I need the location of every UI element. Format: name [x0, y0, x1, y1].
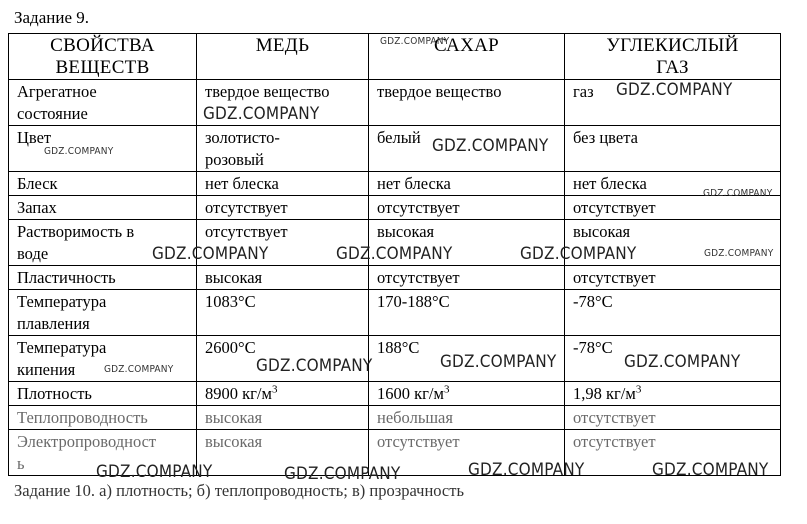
- density-exponent: 3: [271, 383, 278, 396]
- task-10-footer: Задание 10. а) плотность; б) теплопроводность; в) прозрачность: [14, 481, 464, 500]
- cell-copper: 2600°С: [197, 336, 369, 382]
- watermark: GDZ.COMPANY: [44, 146, 114, 157]
- copper-color-line: золотисто-: [205, 128, 280, 147]
- cell-sugar: небольшая: [369, 406, 565, 430]
- watermark: GDZ.COMPANY: [468, 460, 585, 480]
- property-line: ь: [17, 454, 25, 473]
- cell-sugar: высокая: [369, 220, 565, 266]
- cell-property: [9, 290, 197, 336]
- cell-sugar: 170-188°С: [369, 290, 565, 336]
- cell-property: [9, 80, 197, 126]
- header-co2-line-2: ГАЗ: [656, 57, 689, 78]
- cell-sugar: отсутствует: [369, 196, 565, 220]
- header-sugar-text: САХАР: [434, 35, 499, 56]
- watermark: GDZ.COMPANY: [704, 248, 774, 259]
- density-exponent: 3: [443, 383, 450, 396]
- cell-property: Пластичность: [9, 266, 197, 290]
- cell-co2: нет блеска: [565, 172, 781, 196]
- cell-copper: высокая: [197, 430, 369, 476]
- cell-co2: без цвета: [565, 126, 781, 172]
- header-co2-line-1: УГЛЕКИСЛЫЙ: [606, 35, 739, 56]
- cell-property: [9, 430, 197, 476]
- table-row: [9, 430, 781, 476]
- density-value: 1,98 кг/м: [573, 384, 636, 403]
- cell-copper: [197, 382, 369, 406]
- property-line: воде: [17, 244, 49, 263]
- density-value: 1600 кг/м: [377, 384, 444, 403]
- cell-property: Плотность: [9, 382, 197, 406]
- cell-sugar: [369, 382, 565, 406]
- property-line: состояние: [17, 104, 88, 123]
- watermark: GDZ.COMPANY: [256, 356, 373, 376]
- properties-table: [8, 33, 781, 476]
- table-header-row: [9, 34, 781, 80]
- cell-co2: газ: [565, 80, 781, 126]
- table-row: [9, 80, 781, 126]
- watermark: GDZ.COMPANY: [380, 36, 450, 47]
- density-value: 8900 кг/м: [205, 384, 272, 403]
- property-line: Температура: [17, 292, 107, 311]
- watermark: GDZ.COMPANY: [624, 352, 741, 372]
- table-row: [9, 336, 781, 382]
- table-row: [9, 172, 781, 196]
- property-line: Электропроводност: [17, 432, 157, 451]
- density-exponent: 3: [635, 383, 642, 396]
- watermark: GDZ.COMPANY: [432, 136, 549, 156]
- header-properties: [9, 34, 197, 80]
- cell-copper: отсутствует: [197, 196, 369, 220]
- watermark: GDZ.COMPANY: [96, 462, 213, 482]
- cell-copper: 1083°С: [197, 290, 369, 336]
- watermark: GDZ.COMPANY: [152, 244, 269, 264]
- cell-co2: отсутствует: [565, 196, 781, 220]
- table-row: [9, 266, 781, 290]
- watermark: GDZ.COMPANY: [203, 104, 320, 124]
- cell-property: Цвет: [9, 126, 197, 172]
- watermark: GDZ.COMPANY: [284, 464, 401, 484]
- cell-property: [9, 220, 197, 266]
- watermark: GDZ.COMPANY: [336, 244, 453, 264]
- cell-copper: высокая: [197, 406, 369, 430]
- table-row: [9, 126, 781, 172]
- cell-copper: высокая: [197, 266, 369, 290]
- watermark: GDZ.COMPANY: [104, 364, 174, 375]
- header-co2: [565, 34, 781, 80]
- cell-co2: -78°С: [565, 290, 781, 336]
- cell-property: [9, 336, 197, 382]
- watermark: GDZ.COMPANY: [520, 244, 637, 264]
- header-copper: [197, 34, 369, 80]
- watermark: GDZ.COMPANY: [703, 188, 773, 199]
- cell-copper: нет блеска: [197, 172, 369, 196]
- watermark: GDZ.COMPANY: [616, 80, 733, 100]
- cell-copper: отсутствует: [197, 220, 369, 266]
- property-line: Температура: [17, 338, 107, 357]
- property-line: Агрегатное: [17, 82, 97, 101]
- cell-sugar: отсутствует: [369, 430, 565, 476]
- cell-copper: [197, 126, 369, 172]
- cell-sugar: 188°С: [369, 336, 565, 382]
- cell-sugar: отсутствует: [369, 266, 565, 290]
- property-line: плавления: [17, 314, 90, 333]
- watermark: GDZ.COMPANY: [652, 460, 769, 480]
- property-line: Растворимость в: [17, 222, 135, 241]
- header-properties-line-2: ВЕЩЕСТВ: [55, 57, 150, 78]
- cell-copper: твердое вещество: [197, 80, 369, 126]
- table-row: [9, 220, 781, 266]
- cell-co2: высокая: [565, 220, 781, 266]
- cell-co2: отсутствует: [565, 266, 781, 290]
- cell-sugar: нет блеска: [369, 172, 565, 196]
- header-properties-line-1: СВОЙСТВА: [50, 35, 155, 56]
- cell-sugar: твердое вещество: [369, 80, 565, 126]
- cell-sugar: белый: [369, 126, 565, 172]
- task-heading: Задание 9.: [14, 8, 89, 27]
- watermark: GDZ.COMPANY: [440, 352, 557, 372]
- cell-property: Теплопроводность: [9, 406, 197, 430]
- table-row: [9, 382, 781, 406]
- property-line: кипения: [17, 360, 76, 379]
- table-row: [9, 406, 781, 430]
- cell-property: Блеск: [9, 172, 197, 196]
- header-sugar: [369, 34, 565, 80]
- cell-co2: отсутствует: [565, 430, 781, 476]
- cell-co2: [565, 382, 781, 406]
- table-row: [9, 196, 781, 220]
- cell-co2: отсутствует: [565, 406, 781, 430]
- cell-property: Запах: [9, 196, 197, 220]
- header-copper-text: МЕДЬ: [255, 35, 310, 56]
- table-row: [9, 290, 781, 336]
- cell-co2: -78°С: [565, 336, 781, 382]
- copper-color-line: розовый: [205, 150, 264, 169]
